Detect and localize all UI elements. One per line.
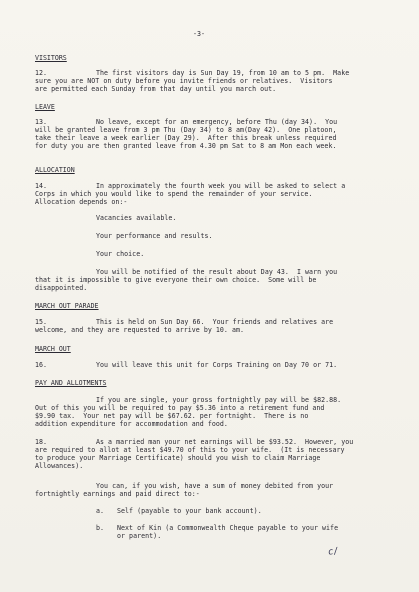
pay-single-line: $9.90 tax. Your net pay will be $67.62. per fortnight. There is no bbox=[35, 412, 309, 420]
allocation-line: In approximately the fourth week you will be asked to select a bbox=[96, 182, 346, 190]
allocation-factor: Vacancies available. bbox=[96, 214, 177, 222]
paragraph-number: 13. bbox=[35, 118, 47, 126]
allocation-note-line: that it is impossible to give everyone their own choice. Some will be bbox=[35, 276, 317, 284]
pay-debit-line: You can, if you wish, have a sum of money debited from your bbox=[96, 482, 334, 490]
visitors-heading: VISITORS bbox=[35, 54, 67, 62]
visitors-line: are permitted each Sunday from that day until you march out. bbox=[35, 85, 277, 93]
paragraph-number: 12. bbox=[35, 69, 47, 77]
allocation-line: Corps in which you would like to spend the remainder of your service. bbox=[35, 190, 313, 198]
allocation-factor: Your choice. bbox=[96, 250, 145, 258]
allocation-heading: ALLOCATION bbox=[35, 166, 75, 174]
allocation-line: Allocation depends on:- bbox=[35, 198, 128, 206]
pay-married-line: are required to allot at least $49.70 of this to your wife. (It is necessary bbox=[35, 446, 345, 454]
option-line: or parent). bbox=[117, 532, 162, 540]
paragraph-number: 16. bbox=[35, 361, 47, 369]
pay-married-line: Allowances). bbox=[35, 462, 84, 470]
page-number: -3- bbox=[193, 30, 205, 38]
pay-single-line: If you are single, your gross fortnightly pay will be $82.88. bbox=[96, 396, 342, 404]
handwritten-mark: c/ bbox=[327, 546, 340, 558]
march-out-line: You will leave this unit for Corps Training on Day 70 or 71. bbox=[96, 361, 338, 369]
option-line: Self (payable to your bank account). bbox=[117, 507, 262, 515]
visitors-line: sure you are NOT on duty before you invite friends or relatives. Visitors bbox=[35, 77, 333, 85]
march-out-parade-heading: MARCH OUT PARADE bbox=[35, 302, 99, 310]
option-letter: a. bbox=[96, 507, 104, 515]
leave-line: No leave, except for an emergency, before Thu (day 34). You bbox=[96, 118, 338, 126]
option-letter: b. bbox=[96, 524, 104, 532]
paragraph-number: 14. bbox=[35, 182, 47, 190]
pay-debit-line: fortnightly earnings and paid direct to:- bbox=[35, 490, 200, 498]
allocation-note-line: You will be notified of the result about Day 43. I warn you bbox=[96, 268, 338, 276]
leave-line: take their leave a week earlier (Day 29). After this break unless required bbox=[35, 134, 337, 142]
visitors-line: The first visitors day is Sun Day 19, from 10 am to 5 pm. Make bbox=[96, 69, 350, 77]
pay-heading: PAY AND ALLOTMENTS bbox=[35, 379, 107, 387]
allocation-note-line: disappointed. bbox=[35, 284, 88, 292]
leave-line: for duty you are then granted leave from 4.30 pm Sat to 8 am Mon each week. bbox=[35, 142, 337, 150]
leave-line: will be granted leave from 3 pm Thu (Day 34) to 8 am(Day 42). One platoon, bbox=[35, 126, 337, 134]
march-out-parade-line: This is held on Sun Day 66. Your friends and relatives are bbox=[96, 318, 334, 326]
leave-heading: LEAVE bbox=[35, 103, 55, 111]
pay-single-line: addition expenditure for accommodation and food. bbox=[35, 420, 228, 428]
allocation-factor: Your performance and results. bbox=[96, 232, 213, 240]
pay-married-line: to produce your Marriage Certificate) should you wish to claim Marriage bbox=[35, 454, 321, 462]
paragraph-number: 18. bbox=[35, 438, 47, 446]
pay-married-line: As a married man your net earnings will be $93.52. However, you bbox=[96, 438, 354, 446]
march-out-heading: MARCH OUT bbox=[35, 345, 71, 353]
option-line: Next of Kin (a Commonwealth Cheque payable to your wife bbox=[117, 524, 339, 532]
march-out-parade-line: welcome, and they are requested to arrive by 10. am. bbox=[35, 326, 245, 334]
paragraph-number: 15. bbox=[35, 318, 47, 326]
pay-single-line: Out of this you will be required to pay $5.36 into a retirement fund and bbox=[35, 404, 325, 412]
